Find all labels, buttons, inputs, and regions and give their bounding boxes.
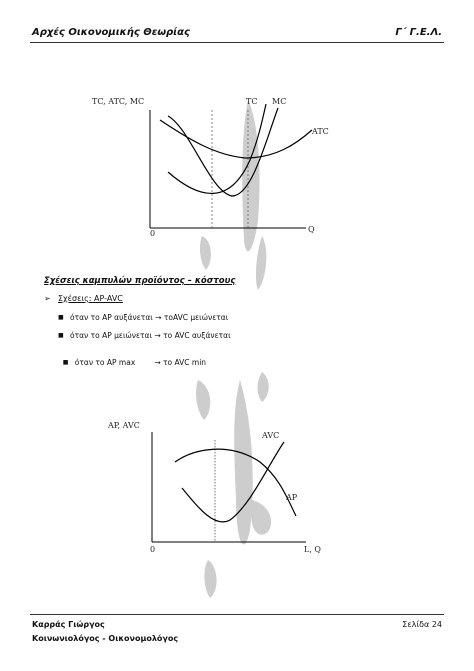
chart2-origin: 0 bbox=[150, 545, 156, 554]
mc-label: MC bbox=[272, 97, 287, 106]
square-bullet-icon: ■ bbox=[58, 332, 64, 339]
page-number: Σελίδα 24 bbox=[402, 620, 442, 629]
chart2-y-label: AP, AVC bbox=[108, 421, 140, 430]
bullet-text: όταν το AP αυξάνεται → τοAVC μειώνεται bbox=[70, 313, 229, 322]
chart1-origin: 0 bbox=[150, 229, 156, 238]
chart1-y-label: TC, ATC, MC bbox=[92, 97, 145, 106]
relations-heading-text: Σχέσεις: AP-AVC bbox=[58, 294, 123, 303]
avc-label: AVC bbox=[262, 431, 280, 440]
tc-label: TC bbox=[246, 97, 258, 106]
ap-curve bbox=[175, 449, 296, 516]
bullet-text: όταν το AP max → το AVC min bbox=[74, 358, 207, 367]
atc-label: ATC bbox=[312, 127, 329, 136]
arrow-bullet-icon: ➢ bbox=[44, 294, 51, 303]
header-title: Αρχές Οικονομικής Θεωρίας bbox=[32, 27, 190, 38]
bullet-text: όταν το AP μειώνεται → το AVC αυξάνεται bbox=[70, 331, 231, 340]
footer-role: Κοινωνιολόγος - Οικονομολόγος bbox=[32, 634, 179, 643]
ap-label: AP bbox=[286, 493, 298, 502]
square-bullet-icon: ■ bbox=[58, 314, 64, 321]
square-bullet-icon: ■ bbox=[62, 359, 69, 366]
avc-curve bbox=[182, 442, 284, 522]
chart1-x-label: Q bbox=[308, 225, 315, 234]
chart2-x-label: L, Q bbox=[304, 545, 321, 554]
footer-author: Καρράς Γιώργος bbox=[32, 620, 105, 629]
section-title: Σχέσεις καμπυλών προϊόντος – κόστους bbox=[44, 276, 236, 286]
header-class: Γ΄ Γ.Ε.Λ. bbox=[395, 27, 442, 38]
footer-divider bbox=[30, 614, 444, 615]
